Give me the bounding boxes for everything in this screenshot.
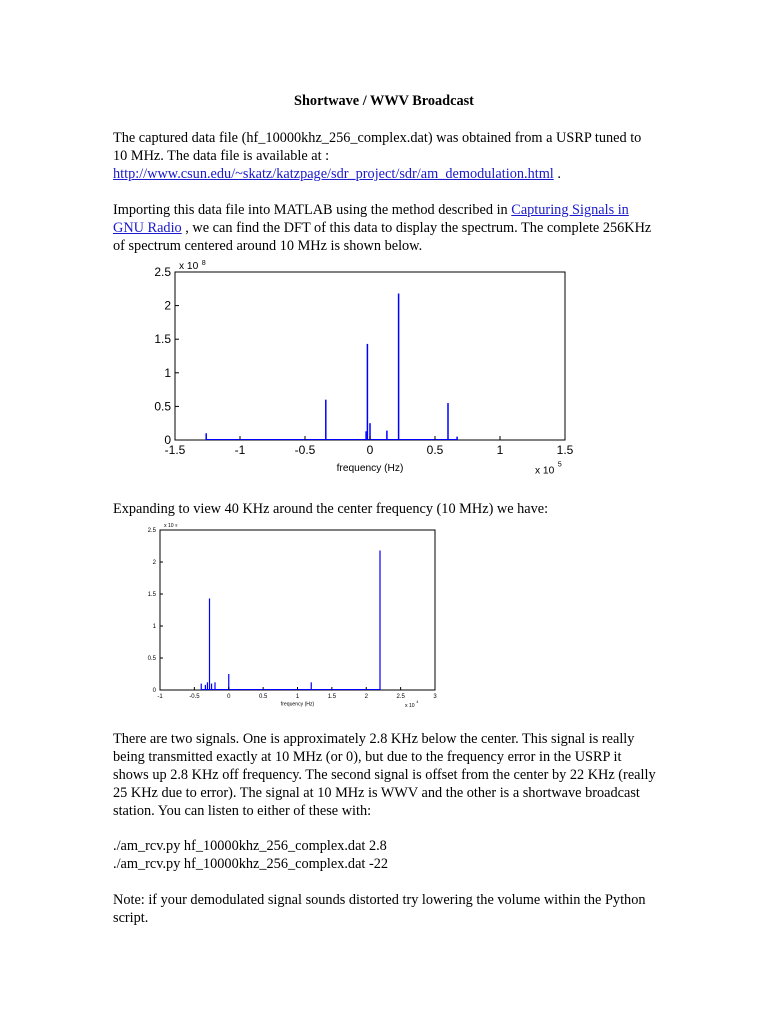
y-tick-label: 2 xyxy=(164,298,171,313)
paragraph-import xyxy=(113,201,658,255)
y-exponent: x 10 xyxy=(164,523,174,529)
x-exponent: x 10 xyxy=(405,702,415,709)
paragraph-expand: Expanding to view 40 KHz around the center frequency (10 MHz) we have: xyxy=(113,501,549,517)
import-text-start: Importing this data file into MATLAB using the method described in xyxy=(113,202,512,218)
y-tick-label: 0 xyxy=(152,688,156,694)
full-spectrum-chart xyxy=(140,255,590,485)
command-broadcast: ./am_rcv.py hf_10000khz_256_complex.dat -22 xyxy=(113,856,389,872)
x-exponent-power: 4 xyxy=(416,700,419,705)
intro-text: The captured data file (hf_10000khz_256_complex.dat) was obtained from a USRP tuned to 10 MHz. The data file is available at : xyxy=(113,130,642,164)
y-tick-label: 2 xyxy=(152,560,156,566)
y-exponent-power: 8 xyxy=(201,257,206,267)
y-tick-label: 1 xyxy=(164,365,171,380)
x-tick-label: 2.5 xyxy=(396,694,405,700)
x-tick-label: -0.5 xyxy=(189,694,200,700)
x-tick-label: 1.5 xyxy=(556,443,574,457)
x-tick-label: 0.5 xyxy=(258,694,268,700)
y-tick-label: 2.5 xyxy=(154,265,171,279)
x-tick-label: -1.5 xyxy=(164,443,186,457)
capturing-signals-link[interactable]: Capturing Signals in GNU Radio xyxy=(113,202,629,236)
x-exponent: x 10 xyxy=(535,465,555,477)
y-tick-label: 2.5 xyxy=(147,528,156,534)
intro-end: . xyxy=(553,166,561,182)
x-tick-label: -0.5 xyxy=(294,443,316,457)
x-tick-label: 1 xyxy=(295,694,300,700)
plot-frame xyxy=(175,272,565,440)
x-tick-label: 1.5 xyxy=(327,694,337,700)
y-tick-label: 0 xyxy=(164,433,171,447)
data-file-link[interactable]: http://www.csun.edu/~skatz/katzpage/sdr_project/sdr/am_demodulation.html xyxy=(113,166,554,182)
x-tick-label: 2 xyxy=(364,694,368,700)
y-exponent-power: 8 xyxy=(175,523,178,528)
y-tick-label: 0.5 xyxy=(147,656,156,662)
y-tick-label: 1.5 xyxy=(154,332,171,347)
import-text-end: , we can find the DFT of this data to display the spectrum. The complete 256KHz of spectrum centered around 10 MHz is shown below. xyxy=(113,220,652,254)
command-wwv: ./am_rcv.py hf_10000khz_256_complex.dat 2.8 xyxy=(113,838,387,854)
x-tick-label: -1 xyxy=(234,443,246,457)
x-tick-label: -1 xyxy=(157,694,163,700)
y-tick-label: 0.5 xyxy=(154,399,171,414)
x-axis-label: frequency (Hz) xyxy=(280,701,315,708)
page-title: Shortwave / WWV Broadcast xyxy=(294,93,474,109)
x-exponent-power: 5 xyxy=(557,459,562,469)
y-tick-label: 1.5 xyxy=(147,592,156,598)
x-tick-label: 0 xyxy=(227,694,231,700)
paragraph-note: Note: if your demodulated signal sounds distorted try lowering the volume within the Python script. xyxy=(113,892,646,926)
x-tick-label: 0.5 xyxy=(426,443,444,457)
x-tick-label: 0 xyxy=(366,443,374,457)
y-exponent: x 10 xyxy=(179,261,199,272)
y-tick-label: 1 xyxy=(152,624,156,630)
x-tick-label: 1 xyxy=(496,443,504,457)
plot-frame xyxy=(160,530,435,690)
x-axis-label: frequency (Hz) xyxy=(336,463,404,475)
zoomed-spectrum-chart xyxy=(140,520,450,715)
paragraph-signals: There are two signals. One is approximately 2.8 KHz below the center. This signal is really being transmitted exactly at 10 MHz (or 0), but due to the frequency error in the USRP it shows up 2.8 KHz off frequency. The second signal is offset from the center by 22 KHz (really 25 KHz due to error). The signal at 10 MHz is WWV and the other is a shortwave broadcast station. You can listen to either of these with: xyxy=(113,731,656,819)
paragraph-intro xyxy=(113,129,658,183)
x-tick-label: 3 xyxy=(433,694,437,700)
